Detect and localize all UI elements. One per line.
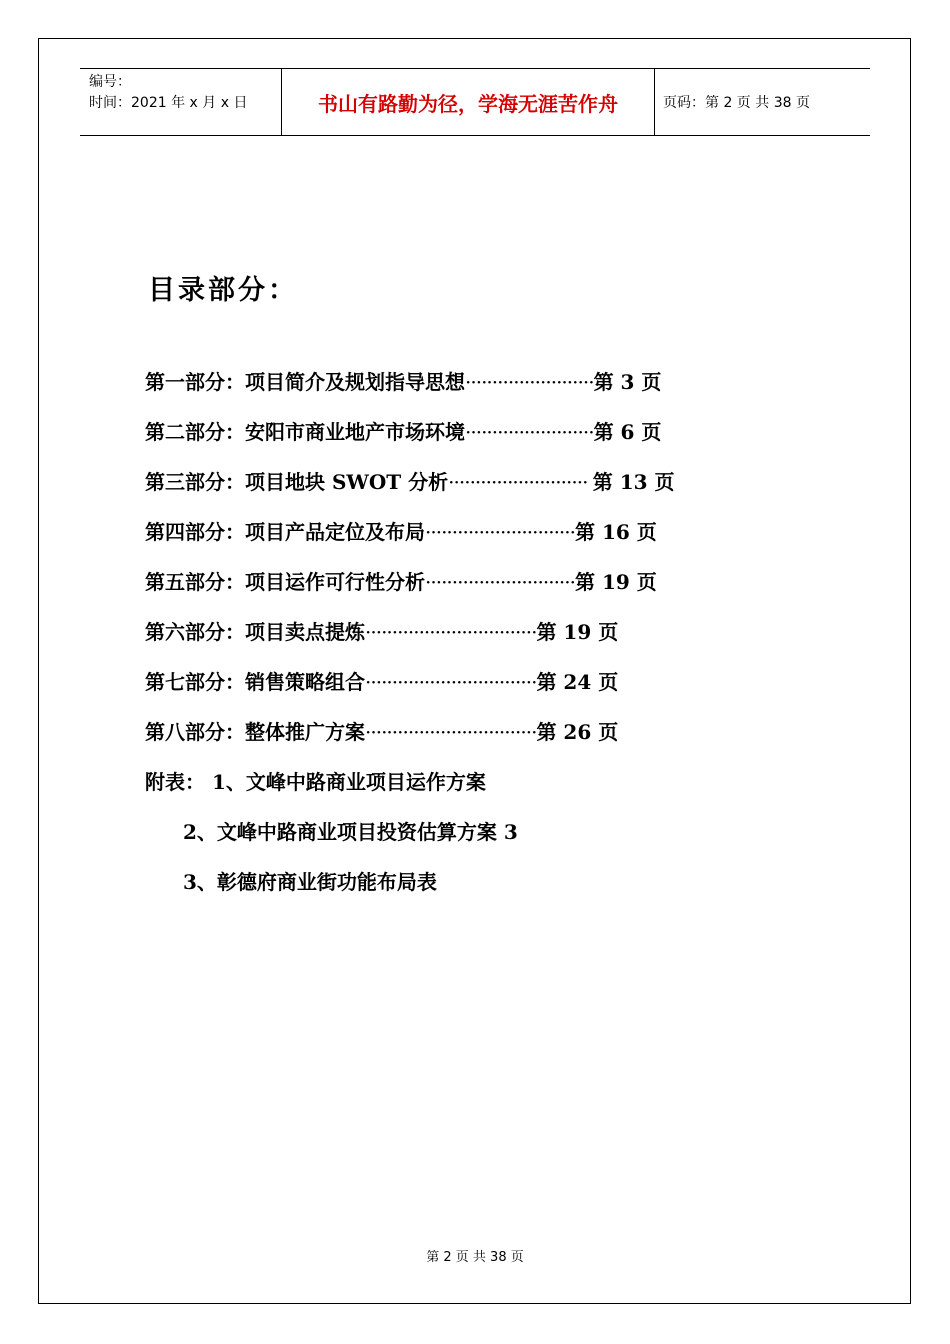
header-page-cell: [655, 69, 870, 135]
toc-entry-title: 第一部分：项目简介及规划指导思想: [145, 370, 465, 394]
appendix-entry: 3、彰德府商业街功能布局表: [183, 870, 437, 894]
toc-entry-page: 第 13 页: [592, 470, 675, 494]
header-meta-cell: [80, 69, 282, 135]
document-header: [80, 68, 870, 136]
toc-entry: [145, 364, 785, 414]
toc-entry-page: 第 6 页: [593, 420, 662, 444]
toc-entry: [145, 564, 785, 614]
toc-entry-title: 第八部分：整体推广方案: [145, 720, 365, 744]
toc-entry-page: 第 24 页: [536, 670, 619, 694]
toc-entry-page: 第 19 页: [536, 620, 619, 644]
toc-entry: [145, 414, 785, 464]
toc-entry-leader: ························: [465, 420, 594, 444]
toc-entry-page: 第 3 页: [593, 370, 662, 394]
toc-entry-title: 第三部分：项目地块 SWOT 分析: [145, 470, 449, 494]
toc-title: 目录部分：: [148, 275, 298, 306]
toc-entry: [145, 464, 785, 514]
toc-entry: [145, 664, 785, 714]
toc-entry-title: 第六部分：项目卖点提炼: [145, 620, 365, 644]
header-motto: 书山有路勤为径，学海无涯苦作舟: [318, 91, 618, 116]
document-number-label: 编号：: [89, 74, 131, 90]
appendix-entry: 2、文峰中路商业项目投资估算方案 3: [183, 820, 518, 844]
toc-entry-leader: ····························: [425, 520, 576, 544]
toc-entry-leader: ································: [365, 620, 537, 644]
toc-entry-leader: ····························: [425, 570, 576, 594]
toc-list: [145, 364, 785, 914]
document-time-label: 时间：2021 年 x 月 x 日: [89, 95, 248, 111]
page-footer: 第 2 页 共 38 页: [426, 1250, 524, 1265]
toc-entry-page: 第 26 页: [536, 720, 619, 744]
toc-entry-page: 第 19 页: [575, 570, 657, 594]
header-motto-cell: [282, 69, 655, 135]
toc-entry-title: 第四部分：项目产品定位及布局: [145, 520, 425, 544]
appendix-entry: 附表： 1、文峰中路商业项目运作方案: [145, 770, 486, 794]
toc-entry: [145, 714, 785, 764]
toc-entry-leader: ························: [465, 370, 594, 394]
toc-entry: [145, 614, 785, 664]
toc-entry-title: 第二部分：安阳市商业地产市场环境: [145, 420, 465, 444]
toc-entry-title: 第五部分：项目运作可行性分析: [145, 570, 425, 594]
toc-entry-page: 第 16 页: [575, 520, 657, 544]
toc-entry-title: 第七部分：销售策略组合: [145, 670, 365, 694]
toc-entry: [145, 514, 785, 564]
header-page-label: 页码：第 2 页 共 38 页: [663, 95, 810, 111]
toc-entry-leader: ··························: [448, 470, 593, 494]
toc-entry-leader: ································: [365, 720, 537, 744]
toc-entry-leader: ································: [365, 670, 537, 694]
